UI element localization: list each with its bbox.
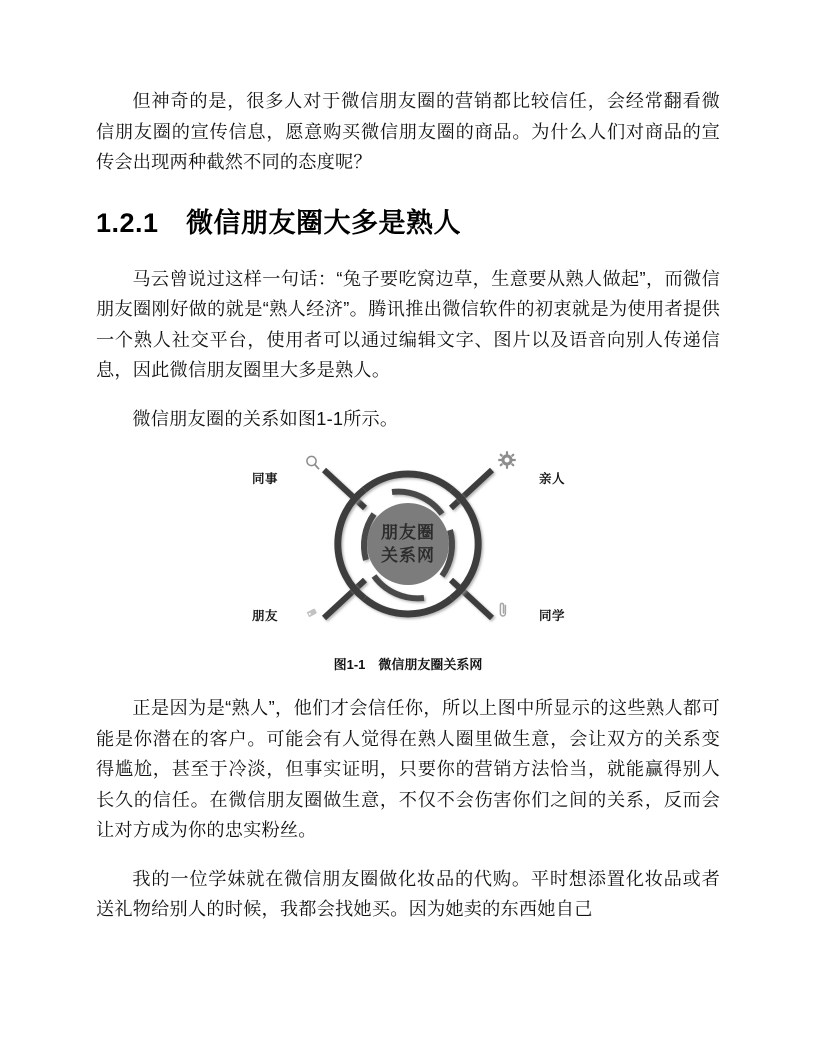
spoke-top-right [451,470,492,508]
spacer [96,846,720,864]
paragraph-trust: 正是因为是“熟人”，他们才会信任你，所以上图中所显示的这些熟人都可能是你潜在的客户。可能会有人觉得在熟人圈里做生意，会让双方的关系变得尴尬，甚至于冷淡，但事实证明，只要你的营销方法恰当，就能赢得别人长久的信任。在微信朋友圈做生意，不仅不会伤害你们之间的关系，反而会让对方成为你的忠实粉丝。 [96,698,720,840]
spoke-top-left [324,470,365,508]
paragraph-junior-sister: 我的一位学妹就在微信朋友圈做化妆品的代购。平时想添置化妆品或者送礼物给别人的时候，我都会找她买。因为她卖的东西她自己 [96,868,720,919]
spacer [96,242,720,264]
figure-caption: 图1-1 微信朋友圈关系网 [333,657,483,672]
page-content [96,86,720,925]
paragraph-intro: 但神奇的是，很多人对于微信朋友圈的营销都比较信任，会经常翻看微信朋友圈的宣传信息，愿意购买微信朋友圈的商品。为什么人们对商品的宣传会出现两种截然不同的态度呢？ [96,91,720,172]
center-disc [367,503,449,585]
section-heading-1-2-1: 1.2.1 微信朋友圈大多是熟人 [96,207,462,238]
node-label-top-left: 同事 [252,472,279,486]
outer-ring-bottom-arc [365,599,452,614]
node-label-top-right: 亲人 [538,472,565,486]
spoke-bottom-right [451,580,492,618]
paperclip-icon [494,601,512,619]
search-icon [304,454,322,472]
center-label-line-2: 关系网 [381,546,435,565]
relationship-network-diagram [238,446,578,642]
tag-icon [304,603,322,621]
outer-ring-top-arc [365,474,452,489]
spacer [96,386,720,404]
paragraph-figure-reference: 微信朋友圈的关系如图1-1所示。 [132,408,399,429]
paragraph-mayun-quote: 马云曾说过这样一句话：“兔子要吃窝边草，生意要从熟人做起”，而微信朋友圈刚好做的就是“熟人经济”。腾讯推出微信软件的初衷就是为使用者提供一个熟人社交平台，使用者可以通过编辑文字、图片以及语音向别人传递信息，因此微信朋友圈里大多是熟人。 [96,268,720,380]
figure-canvas [238,446,578,642]
figure-1-1 [96,446,720,675]
diagram-svg [238,446,578,642]
spoke-bottom-left [324,580,365,618]
node-label-bottom-left: 朋友 [252,609,279,623]
gear-icon [498,451,516,469]
spacer [96,178,720,204]
spacer [96,434,720,446]
center-label-line-1: 朋友圈 [381,523,435,542]
spacer [96,675,720,693]
node-label-bottom-right: 同学 [538,609,565,623]
